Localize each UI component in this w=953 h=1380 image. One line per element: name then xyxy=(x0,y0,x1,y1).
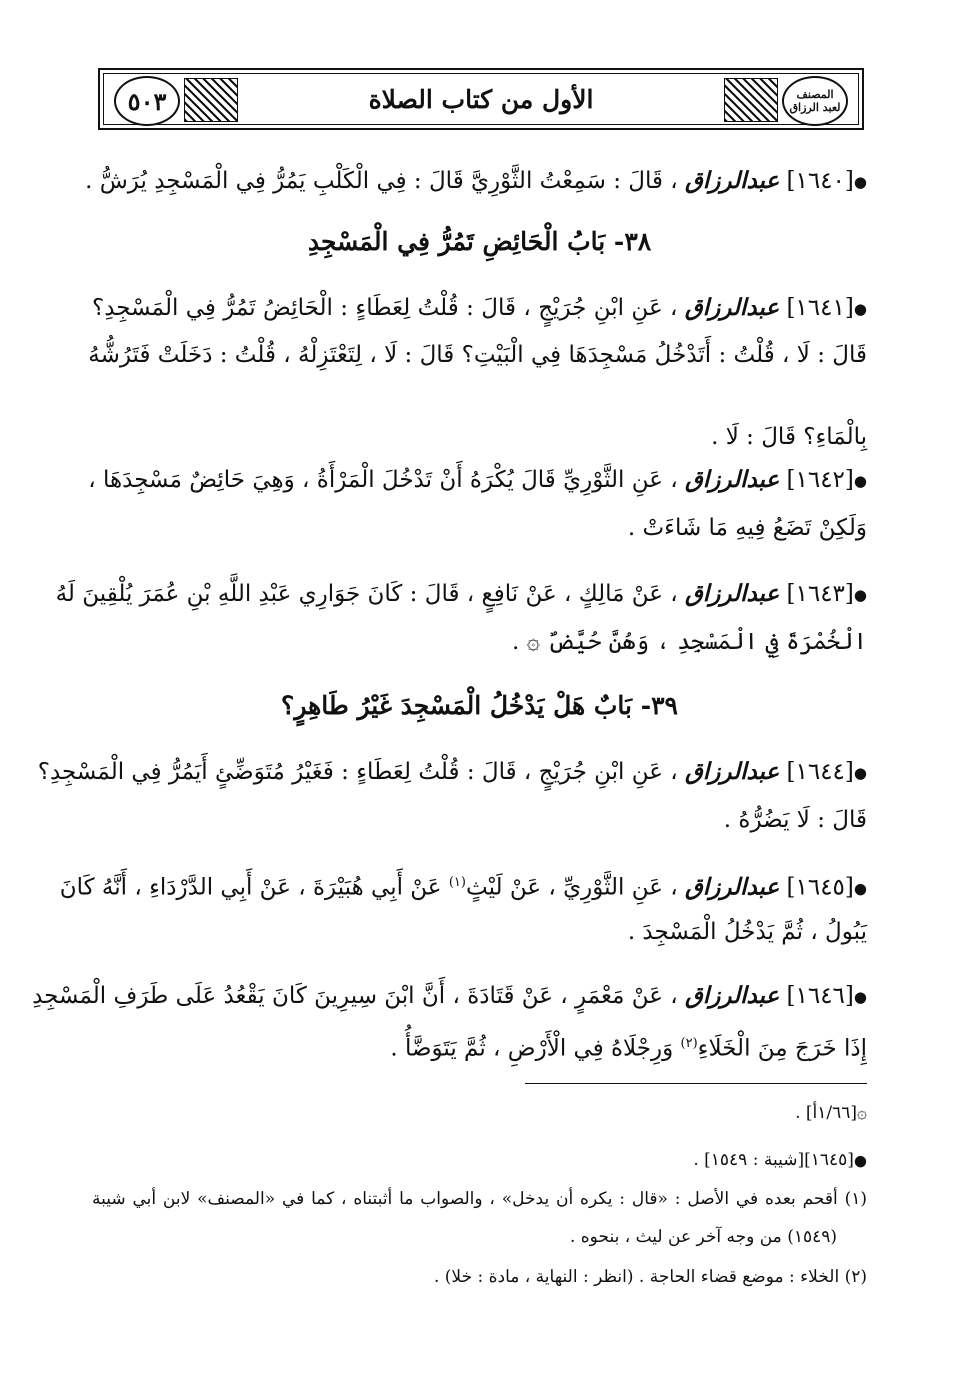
entry-1646-line2 xyxy=(92,1024,867,1069)
source-reference xyxy=(92,1145,867,1176)
footnote-1-line1: (١) أقحم بعده في الأصل : «قال : يكره أن يدخل» ، والصواب ما أثبتناه ، كما في «المصنف» لابن أبي شيبة xyxy=(92,1189,867,1209)
entry-text: عَنْ أَبِي هُبَيْرَةَ ، عَنْ أَبِي الدَّرْدَاءِ ، أَنَّهُ كَانَ xyxy=(59,874,449,901)
bullet-icon: ● xyxy=(853,472,867,490)
entry-number: [١٦٤٢] xyxy=(786,467,854,493)
entry-number: [١٦٤١] xyxy=(786,295,854,321)
entry-number: [١٦٤٤] xyxy=(786,759,854,785)
chapter-heading-38: ٣٨- بَابُ الْحَائِضِ تَمُرُّ فِي الْمَسْجِدِ xyxy=(307,227,652,256)
narrator-name: عبدالرزاق xyxy=(685,466,780,493)
entry-1643-line1 xyxy=(55,574,867,615)
footnote-marker-1[interactable]: (١) xyxy=(448,875,466,890)
narrator-name: عبدالرزاق xyxy=(685,982,780,1009)
entry-1641-line2: قَالَ : لَا ، قُلْتُ : أَتَدْخُلُ مَسْجِدَهَا فِي الْبَيْتِ؟ قَالَ : لَا ، لِتَعْتَزِلْهُ ، قُلْتُ : دَخَلَتْ فَتَرُشُّهُ xyxy=(88,342,867,368)
narrator-name: عبدالرزاق xyxy=(685,873,780,901)
book-logo xyxy=(782,76,848,126)
entry-text: ، عَنْ مَعْمَرٍ ، عَنْ قَتَادَةَ ، أَنَّ ابْنَ سِيرِينَ كَانَ يَقْعُدُ عَلَى طَرَفِ الْمَسْجِدِ xyxy=(32,983,678,1009)
entry-number: [١٦٤٠] xyxy=(786,168,854,194)
entry-text: ، عَنِ الثَّوْرِيِّ ، عَنْ لَيْثٍ xyxy=(465,874,678,901)
entry-1645-line2: يَبُولُ ، ثُمَّ يَدْخُلُ الْمَسْجِدَ . xyxy=(627,919,867,945)
narrator-name: عبدالرزاق xyxy=(685,580,780,607)
header-ornament-right-icon xyxy=(724,78,778,122)
section-title: الأول من كتاب الصلاة xyxy=(290,82,672,118)
bullet-icon: ● xyxy=(853,1151,867,1170)
entry-number: [١٦٤٦] xyxy=(786,983,854,1009)
entry-text: ، عَنِ الثَّوْرِيِّ قَالَ يُكْرَهُ أَنْ تَدْخُلَ الْمَرْأَةُ ، وَهِيَ حَائِضٌ مَسْجِدَهَا ، xyxy=(88,467,678,493)
entry-1642-line2: وَلَكِنْ تَضَعُ فِيهِ مَا شَاءَتْ . xyxy=(627,515,867,541)
narrator-name: عبدالرزاق xyxy=(684,294,780,321)
footnote-1-line2: (١٥٤٩) من وجه آخر عن ليث ، بنحوه . xyxy=(569,1227,837,1247)
chapter-heading-39: ٣٩- بَابٌ هَلْ يَدْخُلُ الْمَسْجِدَ غَيْرُ طَاهِرٍ؟ xyxy=(281,691,678,720)
header-ornament-left-icon xyxy=(184,78,238,122)
entry-text: وَرِجْلَاهُ فِي الْأَرْضِ ، ثُمَّ يَتَوَضَّأُ . xyxy=(390,1035,681,1062)
page-number-cartouche xyxy=(114,76,180,126)
running-header xyxy=(98,68,864,130)
entry-text: ، عَنِ ابْنِ جُرَيْجٍ ، قَالَ : قُلْتُ لِعَطَاءٍ : الْحَائِضُ تَمُرُّ فِي الْمَسْجِدِ؟ xyxy=(92,295,678,321)
entry-1646-line1 xyxy=(32,976,867,1017)
entry-1640 xyxy=(85,161,867,202)
source-reference-text: [١٦٤٥][شيبة : ١٥٤٩] . xyxy=(693,1150,854,1170)
entry-1642-line1 xyxy=(88,460,867,501)
footnote-2: (٢) الخلاء : موضع قضاء الحاجة . (انظر : النهاية ، مادة : خلا) . xyxy=(433,1267,867,1287)
footnote-separator xyxy=(525,1083,867,1084)
bullet-icon: ● xyxy=(853,300,867,318)
entry-number: [١٦٤٥] xyxy=(786,874,854,901)
bullet-icon: ● xyxy=(853,173,867,191)
narrator-name: عبدالرزاق xyxy=(685,758,780,785)
manuscript-reference: ۞[١/٦٦أ] . xyxy=(795,1103,867,1123)
footnote-marker-2[interactable]: (٢) xyxy=(680,1036,698,1051)
book-logo-line2: لعبد الرزاق xyxy=(789,101,841,114)
page-number: ٥٠٣ xyxy=(127,86,167,116)
entry-text: ، عَنِ ابْنِ جُرَيْجٍ ، قَالَ : قُلْتُ لِعَطَاءٍ : فَغَيْرُ مُتَوَضِّئٍ أَيَمُرُّ فِي الْمَسْجِدِ؟ xyxy=(37,759,678,785)
bullet-icon: ● xyxy=(853,586,867,604)
entry-number: [١٦٤٣] xyxy=(786,581,854,607)
entry-1641-line1 xyxy=(92,288,867,329)
bullet-icon: ● xyxy=(853,988,867,1006)
bullet-icon: ● xyxy=(853,879,867,898)
narrator-name: عبدالرزاق xyxy=(685,167,780,194)
entry-1644-line2: قَالَ : لَا يَضُرُّهُ . xyxy=(723,807,867,833)
bullet-icon: ● xyxy=(853,764,867,782)
book-logo-line1: المصنف xyxy=(796,88,834,101)
entry-text: ، عَنْ مَالِكٍ ، عَنْ نَافِعٍ ، قَالَ : كَانَ جَوَارِي عَبْدِ اللَّهِ بْنِ عُمَرَ يُلْقِينَ لَهُ xyxy=(55,581,678,607)
entry-1641-line3: بِالْمَاءِ؟ قَالَ : لَا . xyxy=(711,424,867,450)
entry-1644-line1 xyxy=(37,752,867,793)
entry-1645-line1 xyxy=(59,863,867,909)
entry-text: إِذَا خَرَجَ مِنَ الْخَلَاءِ xyxy=(697,1035,867,1062)
entry-1643-line2: الْخُمْرَةَ فِي الْمَسْجِدِ ، وَهُنَّ حُيَّضٌ ۞ . xyxy=(512,629,867,655)
entry-text: ، قَالَ : سَمِعْتُ الثَّوْرِيَّ قَالَ : فِي الْكَلْبِ يَمُرُّ فِي الْمَسْجِدِ يُرَشُّ . xyxy=(85,168,678,194)
